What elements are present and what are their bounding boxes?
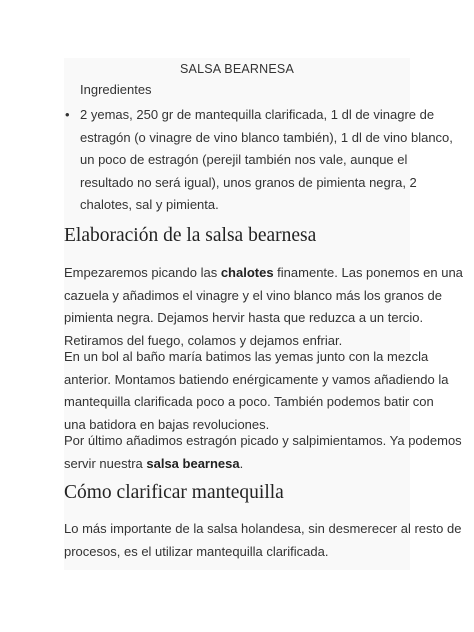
paragraph-line: Retiramos del fuego, colamos y dejamos enfriar. xyxy=(64,332,343,348)
ingredient-line: estragón (o vinagre de vino blanco también), 1 dl de vino blanco, xyxy=(80,129,453,145)
ingredient-line: resultado no será igual), unos granos de pimienta negra, 2 xyxy=(80,174,417,190)
ingredient-list xyxy=(64,104,453,217)
paragraph-elaboracion-3 xyxy=(64,430,462,475)
ingredients-heading: Ingredientes xyxy=(80,82,152,97)
text-run: finamente. Las ponemos en una xyxy=(273,265,463,280)
ingredient-line: chalotes, sal y pimienta. xyxy=(80,197,219,212)
bullet-icon: • xyxy=(65,107,70,122)
paragraph-elaboracion-2 xyxy=(64,346,449,436)
paragraph-line: pimienta negra. Dejamos hervir hasta que reduzca a un tercio. xyxy=(64,310,424,325)
bold-text: chalotes xyxy=(220,265,274,280)
paragraph-line: cazuela y añadimos el vinagre y el vino blanco más los granos de xyxy=(64,287,442,303)
bold-text: salsa bearnesa xyxy=(146,455,240,471)
text-run: . xyxy=(239,455,244,471)
text-run: servir nuestra xyxy=(64,455,147,471)
paragraph-elaboracion-1 xyxy=(64,262,463,352)
document-title: SALSA BEARNESA xyxy=(180,62,294,76)
paragraph-line: procesos, es el utilizar mantequilla clarificada. xyxy=(64,543,329,559)
paragraph-line: En un bol al baño maría batimos las yemas junto con la mezcla xyxy=(64,349,429,364)
paragraph-line: anterior. Montamos batiendo enérgicamente y vamos añadiendo la xyxy=(64,371,449,387)
paragraph-line: Por último añadimos estragón picado y salpimientamos. Ya podemos xyxy=(64,433,462,448)
paragraph-clarificar-1 xyxy=(64,518,462,563)
section-heading-elaboracion: Elaboración de la salsa bearnesa xyxy=(64,225,317,246)
section-heading-clarificar: Cómo clarificar mantequilla xyxy=(64,482,284,503)
text-run: Empezaremos picando las xyxy=(64,265,221,280)
paragraph-line xyxy=(64,453,414,476)
list-item xyxy=(64,104,453,217)
ingredient-line: un poco de estragón (perejil también nos vale, aunque el xyxy=(80,152,408,167)
paragraph-line: una batidora en bajas revoluciones. xyxy=(64,416,270,432)
paragraph-line xyxy=(64,262,463,285)
paragraph-line: mantequilla clarificada poco a poco. También podemos batir con xyxy=(64,394,434,409)
paragraph-line: Lo más importante de la salsa holandesa, sin desmerecer al resto de xyxy=(64,521,462,536)
ingredient-line: 2 yemas, 250 gr de mantequilla clarificada, 1 dl de vinagre de xyxy=(80,107,435,122)
